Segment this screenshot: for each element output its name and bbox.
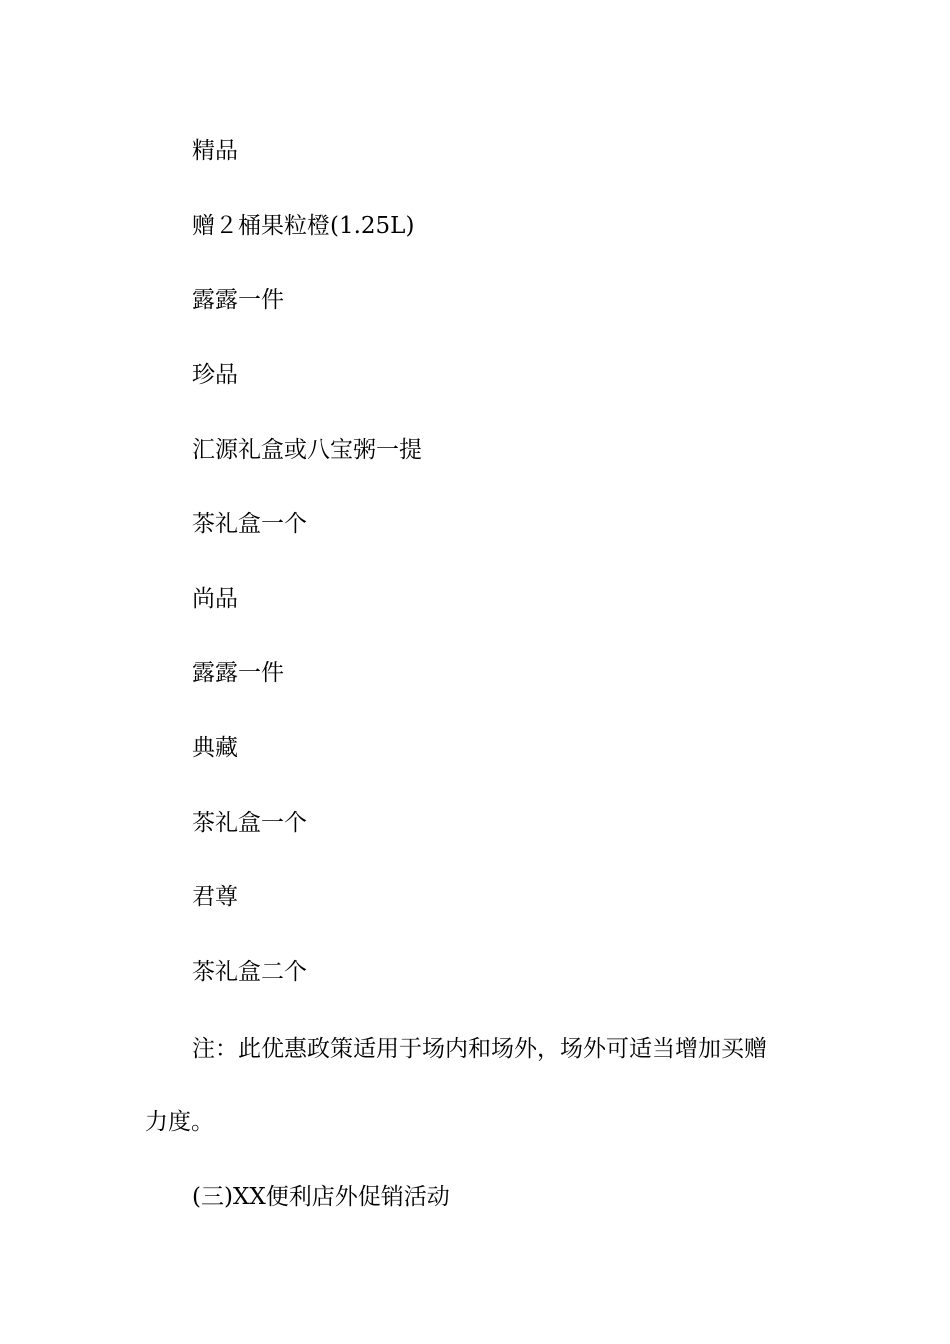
text-line: 露露一件 <box>192 287 284 313</box>
section-heading: (三)XX便利店外促销活动 <box>192 1184 450 1210</box>
text-line: 露露一件 <box>192 660 284 686</box>
text-line: 典藏 <box>192 735 238 761</box>
text-line: 精品 <box>192 138 238 164</box>
text-line: 汇源礼盒或八宝粥一提 <box>192 437 422 463</box>
text-line: 尚品 <box>192 586 238 612</box>
text-line: 珍品 <box>192 362 238 388</box>
text-line: 茶礼盒二个 <box>192 959 307 985</box>
note-paragraph-line-1: 注：此优惠政策适用于场内和场外，场外可适当增加买赠 <box>192 1036 767 1062</box>
text-line: 茶礼盒一个 <box>192 810 307 836</box>
text-line: 赠２桶果粒橙(1.25L) <box>192 213 415 239</box>
text-line: 君尊 <box>192 884 238 910</box>
text-line: 茶礼盒一个 <box>192 511 307 537</box>
note-paragraph-line-2: 力度。 <box>145 1109 214 1135</box>
